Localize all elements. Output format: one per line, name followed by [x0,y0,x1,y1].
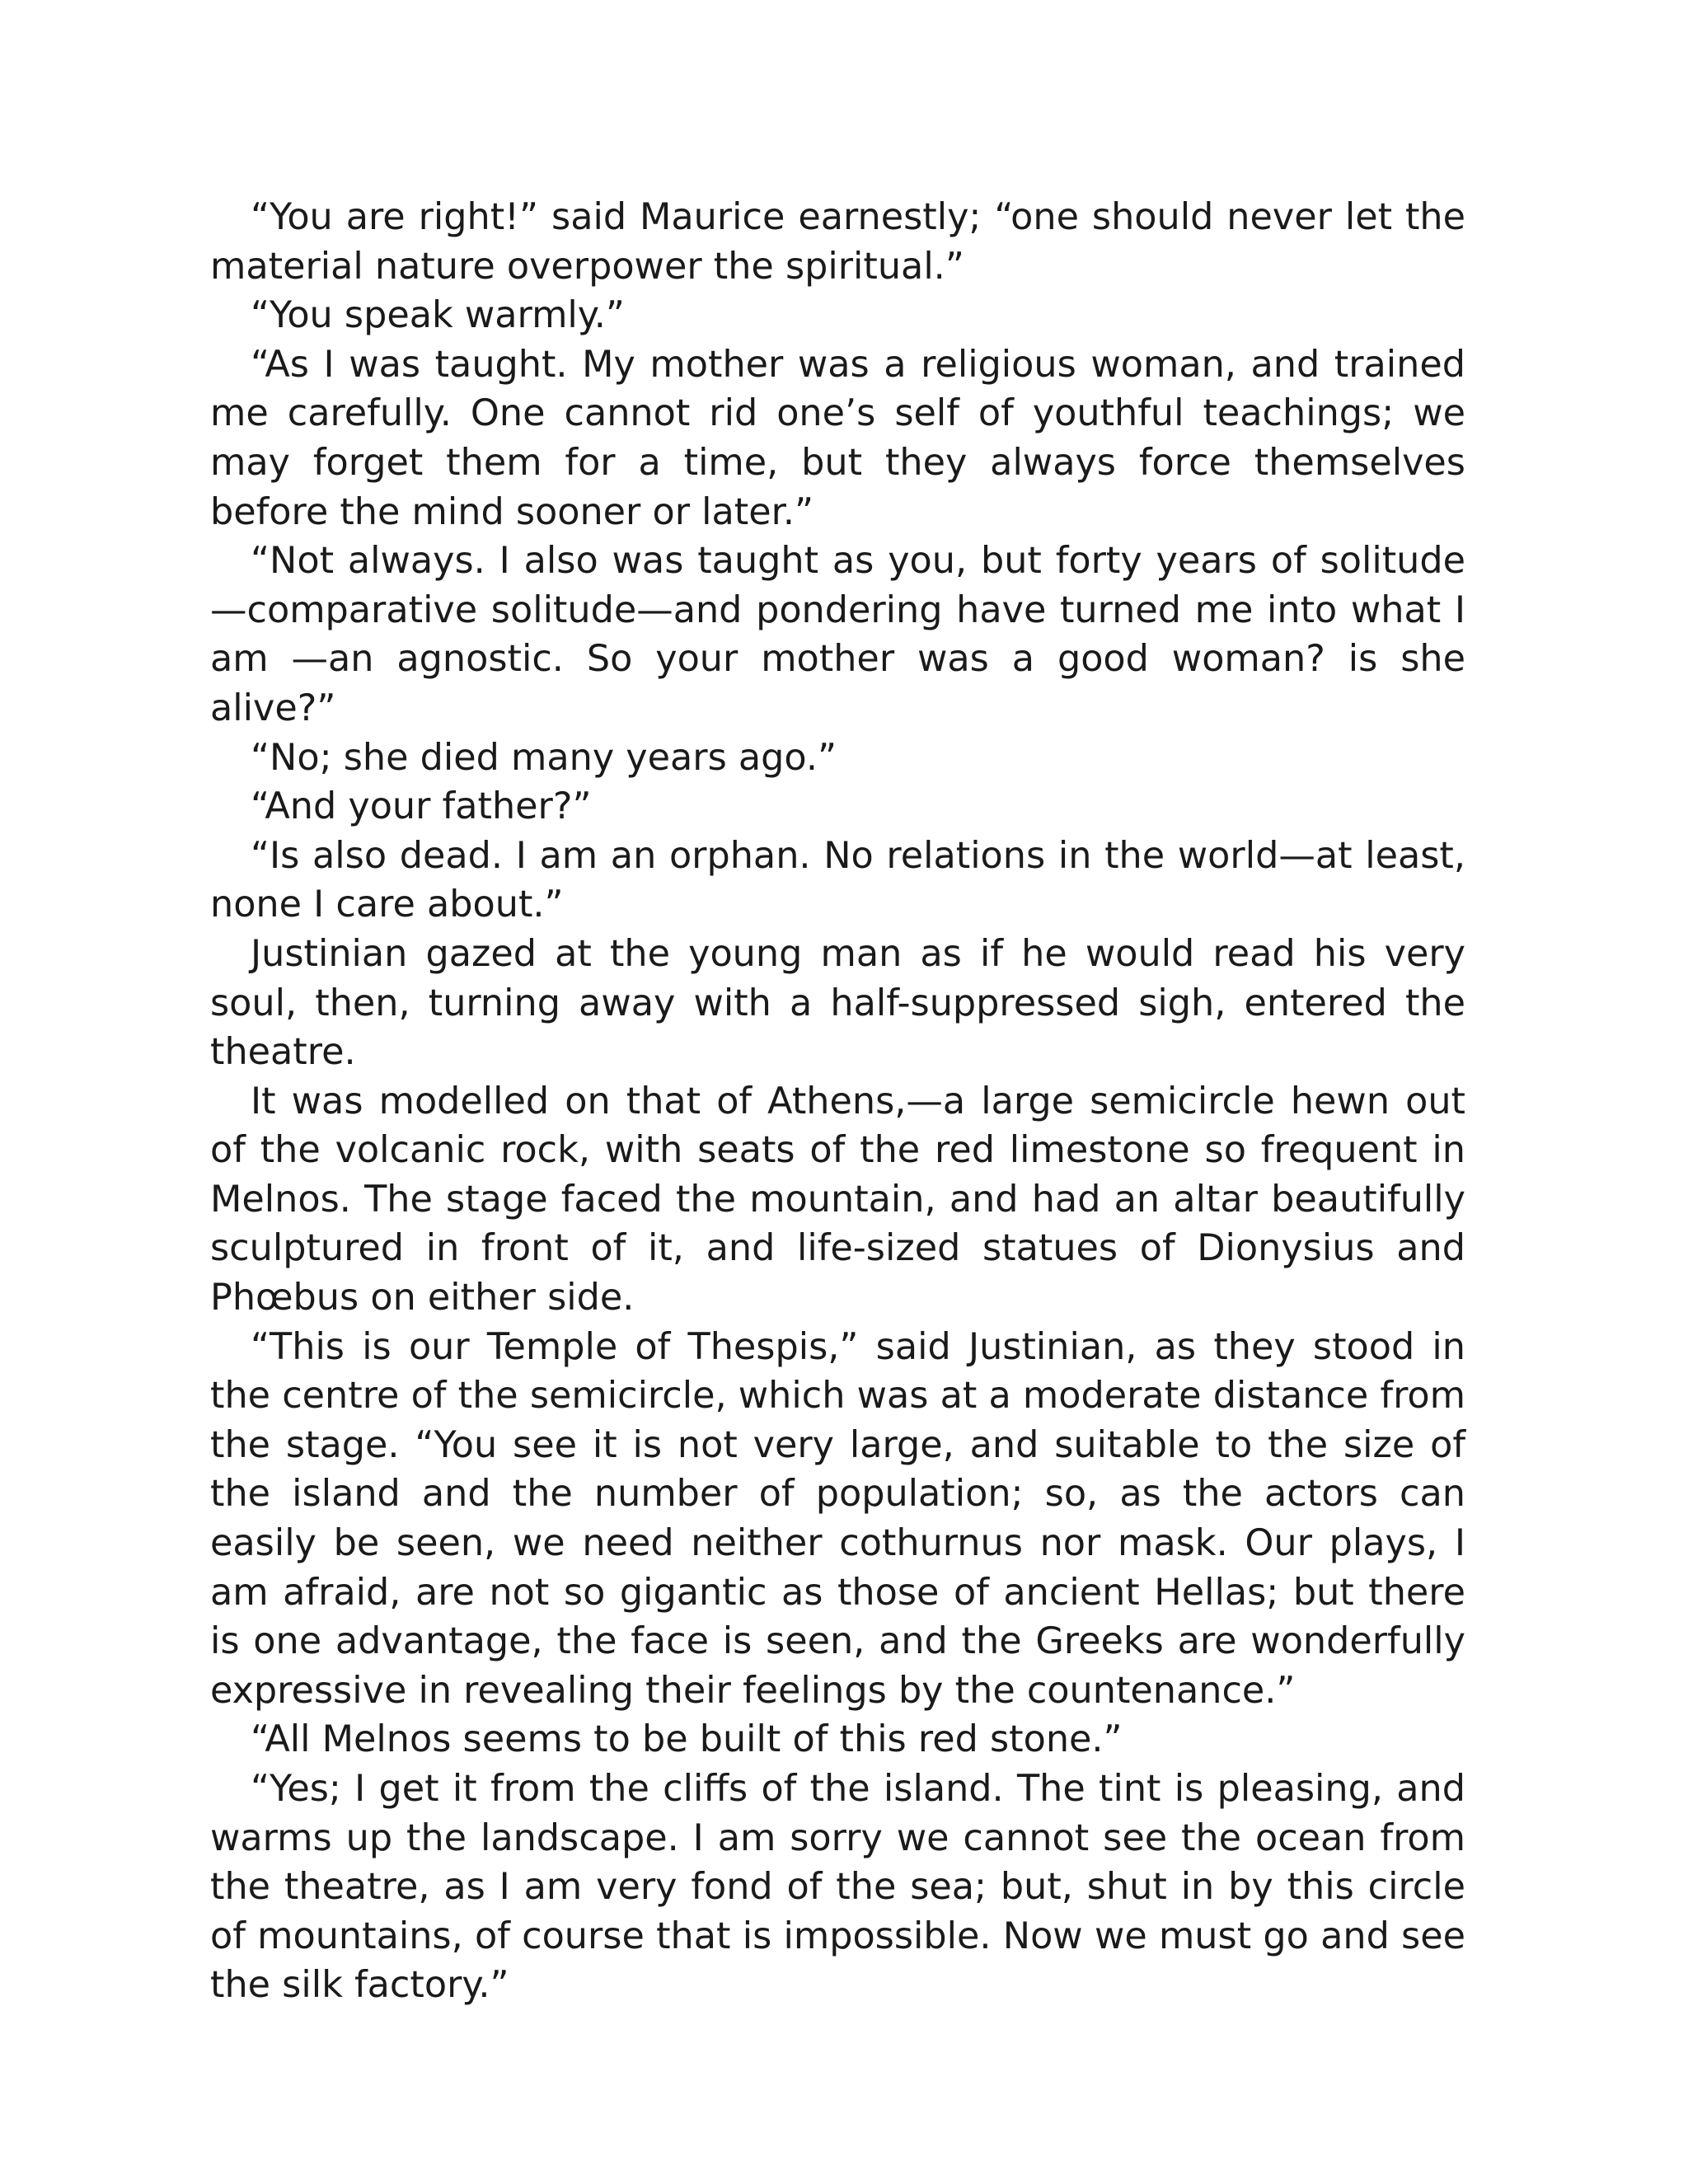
paragraph: It was modelled on that of Athens,—a large semicircle hewn out of the volcanic rock, with seats of the red limestone so frequent in Melnos. The stage faced the mountain, and had an altar beautifully sculptured in front of it, and life-sized statues of Dionysius and Phœbus on either side. [210,1080,1465,1319]
paragraph: “As I was taught. My mother was a religious woman, and trained me carefully. One cannot rid one’s self of youthful teachings; we may forget them for a time, but they always force themselves before the mind sooner or later.” [210,343,1465,533]
paragraph: “And your father?” [251,785,592,828]
paragraph: “You are right!” said Maurice earnestly; “one should never let the material nature overpower the spiritual.” [210,196,1465,288]
paragraph: “Is also dead. I am an orphan. No relations in the world—at least, none I care about.” [210,834,1465,926]
paragraph: “Not always. I also was taught as you, but forty years of solitude—comparative solitude—and pondering have turned me into what I am —an agnostic. So your mother was a good woman? is she alive?” [210,540,1465,729]
paragraph: Justinian gazed at the young man as if he would read his very soul, then, turning away with a half-suppressed sigh, entered the theatre. [210,932,1465,1074]
paragraph: “All Melnos seems to be built of this red stone.” [251,1718,1123,1761]
paragraph: “Yes; I get it from the cliffs of the island. The tint is pleasing, and warms up the landscape. I am sorry we cannot see the ocean from the theatre, as I am very fond of the sea; but, shut in by this circle of mountains, of course that is impossible. Now we must go and see the silk factory.” [210,1768,1465,2007]
paragraph: “You speak warmly.” [251,294,625,337]
page-body [210,193,1465,2010]
paragraph: “This is our Temple of Thespis,” said Justinian, as they stood in the centre of the semicircle, which was at a moderate distance from the stage. “You see it is not very large, and suitable to the size of the island and the number of population; so, as the actors can easily be seen, we need neither cothurnus nor mask. Our plays, I am afraid, are not so gigantic as those of ancient Hellas; but there is one advantage, the face is seen, and the Greeks are wonderfully expressive in revealing their feelings by the countenance.” [210,1325,1465,1712]
paragraph: “No; she died many years ago.” [251,736,837,779]
